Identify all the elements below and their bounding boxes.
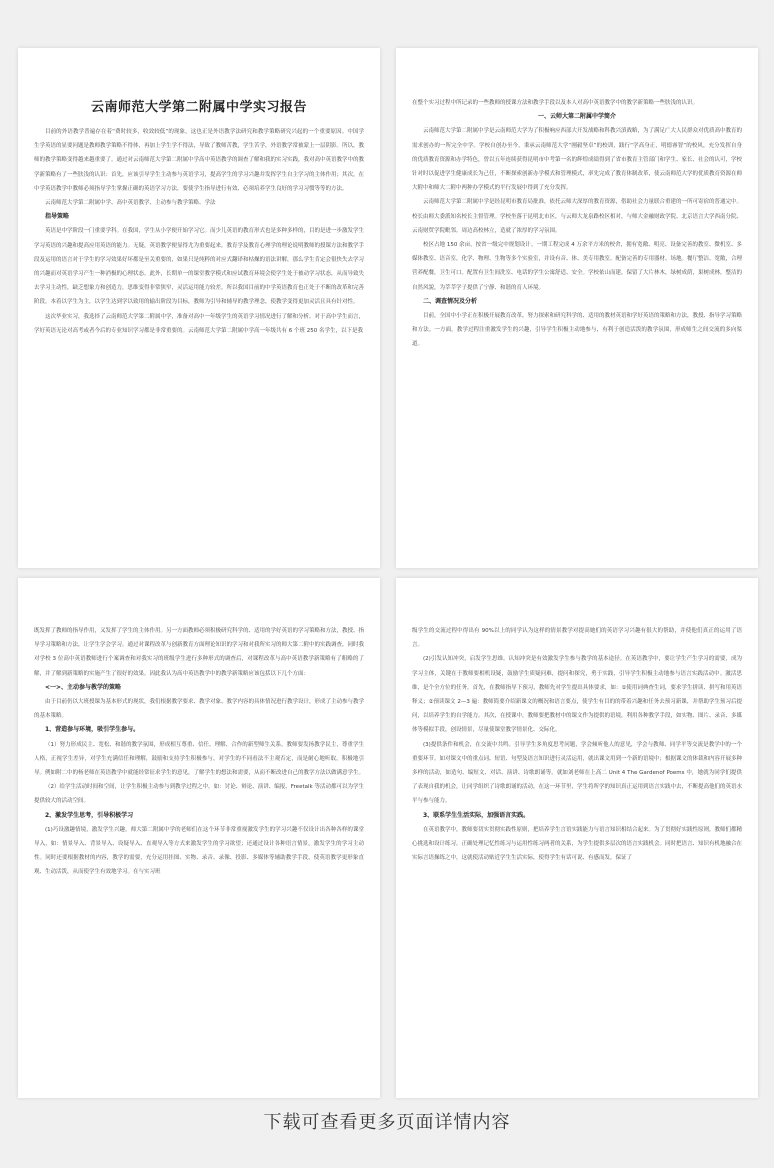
subsection-heading: 2、激发学生思考，引导积极学习 (45, 811, 134, 819)
download-more-link[interactable]: 下载可查看更多页面详情内容 (263, 1112, 511, 1133)
paragraph: （1）努力形成民主、宽松、和谐的教学氛围，形成相互尊重、信任、理解、合作的新型师生关系。教师要发扬教学民主，尊重学生人格，正视学生差异，对学生充满信任和理解，鼓励和支持学生积极参与，对学生的不同看法不主观否定，而是耐心地听取，积极地引导。例如附二中的杨老师在英语教学中就能经常征求学生的意见，了解学生的想法和需要，从而不断改进自己的教学方法以做满意学生。 (34, 741, 365, 777)
document-page-1 (18, 48, 380, 568)
paragraph: 云南师范大学第二附属中学是云南师范大学为了积极响应西部大开发战略和科教兴滇战略，为了满足广大人民群众对优质高中教育的需求创办的一所完全中学。学校自创办至今，秉承云南师范大学“刚毅坚卓”的校训，践行“学高身正，明德睿智”的校风，充分发挥自身的优质教育资源和办学特色，曾以五年连续获得昆明市中考第一名的辉煌成绩得到了省市教育主管部门和学生、家长、社会的认可，学校针对时以促进学生健康成长为己任，不断探索创新办学模式和管理模式，率先完成了教育体制改革，使云南师范大学的优质教育资源在师大附中和师大二附中两种办学模式的平行发展中得到了充分发挥。 (412, 128, 743, 192)
paragraph: (3)提供条件和机会，在交流中共鸣。引导学生多角度思考问题，学会倾听他人的意见，学会与教师、同学平等交流是教学中的一个重要环节。如对课文中的重点词、短语、句型及语言知识进行灵活运用，就出课文用到一个新的语境中；根据课文的体裁和内容开展多种多样的活动，如造句、编短文、对话、演讲、诗歌朗诵等。就如刘老师在上高二 Unit 4 The Gardenof Poems 中，她就为同学们提供了表现自我的机会，让同学组织了诗歌朗诵的活动，在这一环节里，学生将所学的知识真正运用到语言实践中去，不断提高他们的英语水平与参与能力。 (412, 741, 743, 805)
section-heading: 二、调查情况及分析 (423, 297, 478, 305)
paragraph: 云南师范大学第二附属中学是经昆明市教育局批准，依托云师大深厚的教育资源，借助社会力量联合重建的一所可寄宿的普通完中。校长由师大委派知名校长主督管理。学校坐落于昆明北市区，与云师大龙泉路校区相对，与师大金融财政学院、北京语言大学西南分院、云南财贸学院毗邻。周边高校林立，造就了浓厚的学习氛围。 (412, 199, 743, 234)
keywords-paragraph: 云南师范大学第二附属中学、高中英语教学、主动参与教学策略、学法 (45, 200, 216, 207)
subsection-heading: 3、联系学生生活实际，加强语言实践。 (423, 811, 530, 819)
section-heading: <一>、主动参与教学的策略 (45, 683, 122, 691)
paragraph: 这次毕业实习，我选择了云南师范大学第二附属中学，准备对高中一年级学生的英语学习情况进行了解和分析。对于高中学生而言，学好英语无论对高考或者今后的专业知识学习都是非常重要的。云南师范大学第二附属中学高一年级共有 6 个班 250 名学生，以下是我 (34, 313, 365, 334)
section-heading: 一、云师大第二附属中学简介 (537, 113, 616, 121)
paragraph: 在整个实习过程中所记录的一些教师的授课方法和教学手段以及本人对高中英语教学中的教学新策略一些肤浅的认识。 (412, 100, 699, 106)
paragraph: (1)巧设激趣情境，激发学生兴趣。师大第二附属中学的老师们在这个环节非常重视激发学生的学习兴趣不仅设计出各种各样的课堂导入，如：情景导入、背景导入、设疑导入、直观导入等方式来激发学生的学习欲望；还通过设计各种语言情景，激发学生的学习主动性。同时还要根据教材的内容，教学的需要，充分运用挂图、实物、录音、录像、投影、多媒体等辅助教学手段，使英语教学更形象直观、生动活泼，从而使学生有效地学习。在与实习班 (34, 826, 364, 876)
document-page-3 (18, 578, 380, 1098)
section-heading: 指导策略 (45, 213, 70, 221)
document-page-4 (396, 578, 758, 1098)
paragraph: 由于目前仍以大班授课为基本形式的现状，我们根据教学要求、教学对象、教学内容的具体情况进行教学设计，形成了主动参与教学的基本策略。 (34, 699, 365, 720)
paragraph: （2）给学生活动时间和空间，让学生积极主动参与到教学过程之中。如：讨论、辩论、演讲、编报、Freetalk 等活动都可以为学生提供较大的活动空间。 (34, 784, 364, 805)
document-page-2 (396, 48, 758, 568)
subsection-heading: 1、营造参与环境，吸引学生参与。 (45, 726, 140, 734)
paragraph: 既发挥了教师的指导作用，又发挥了学生的主体作用。另一方面教师必须积极研究科学的、适用的学好英语的学习策略和方法，教授、指导学习策略和方法，让学生学会学习。通过对课程改革与创新教育方面理论知识的学习和对我所实习的师大第二附中的实践调查，同时我对学校 3 位高中英语教师进行个案调查和对我实习的班级学生进行多种形式的调查后，对课程改革与高中英语教学新策略有了粗略的了解，并了解到新策略的实施产生了很好的效果。因此我认为高中英语教学中的教学新策略应该包括以下几个方面： (34, 628, 365, 677)
paragraph: (2)引发认知冲突，启发学生思维。认知冲突是有效激发学生参与教学的基本途径。在英语教学中，要让学生产生学习的需要，成为学习主体，关键在于教师要相机设疑，鼓励学生质疑问难，提问和探究，勇于实践，引导学生积极主动地参与语言实践活动中。激活思维，是个全方位的任务。首先，在教师指导下预习，教师先对学生提出具体要求，如：①使用词典查生词，要求学生拼读、拼写和用英语释义；②预读课文 2—3 遍：教师简要介绍新课文的概况和语言要点，使学生有目的的带着兴趣和任务去预习新课，并帮助学生预习后提问，以培养学生的自学能力。其次，在授课中，教师要把教材中的课文作为提供的语境，利用各种教学手段，如实物、图片、录音、多媒体等模拟手段，创设情景，尽量使课堂教学情景化、交际化。 (412, 656, 743, 734)
paragraph: 校区占地 150 余亩，按省一级完中规划设计。一期工程完成 4 万余平方米的校舍，拥有宽敞、明亮、设备完善的教室、微机室、多媒体教室、语音室，化学、物理、生物等多个实验室，并设有音、体、美专用教室。配备完善的专用器材、场地。餐厅整洁、宽敞，合理营养配餐，卫生可口。配置有卫生间洗室、电话的学生公寓舒适、安全。学校依山而建，保留了大片林木，绿树成荫，果树成林，整洁的自然风貌，为莘莘学子提供了宁静、和谐的育人环境。 (412, 242, 743, 291)
report-title: 云南师范大学第二附属中学实习报告 (90, 100, 307, 115)
paragraph: 英语是中学阶段一门重要学科。在我国，学生从小学便开始学习它。而少儿英语的教育形式也是多种多样的，目的是进一步激发学生学习英语的兴趣和提高应用英语的能力。无疑，英语教学便显得尤为重要起来，教育学及教育心理学的理论说明教师的授课方法和教学手段及运用的语言对于学生的学习效果好坏都是至关重要的，如果只是纯粹的对应式翻译和枯燥的语法讲解，那么学生肯定会很快失去学习的兴趣而对英语学习产生一种消极的心理状态。此外，长期单一的课堂教学模式和应试教育环境会使学生处于被动学习状态，从而导致失去学习主动性，缺乏想象力和创造力，思维变得非常狭窄，灵活运用能力较差。所以我国目前的中学英语教育也正处于不断的改革和完善阶段。本着以学生为主，以学生达到学以致用的输出阶段为目标，教师为引导和辅导的教学理念，使教学变得更加灵活且具有针对性。 (34, 228, 365, 306)
paragraph: 目前，全国中小学正在积极开展教育改革，努力探索和研究科学的、适用的教材英语和学好英语的策略和方法，教授、指导学习策略和方法。一方面，教学过程注重激发学生的兴趣，引导学生积极主动地参与，有利于创造活泼的教学氛围，形成师生之间交流的多向渠道。 (412, 313, 743, 348)
paragraph: 目前的外语教学普遍存在着“费时较多，收效较低”的现象，这也正是外语教学法研究和教学策略研究兴起的一个重要原因。中国学生学英语的显要问题是教师教学策略不得体，再加上学生学不得法，导致了教师苦教，学生苦学，外语教学常被蒙上一层阴影。所以，教师的教学策略变得越来越重要了。通过对云南师范大学第二附属中学高中英语教学的调查了解和我的实习实践，我对高中英语教学中的教学新策略有了一些肤浅的认识：首先，应该引导学生主动参与英语学习，提高学生的学习兴趣并发挥学生自主学习的主体作用；其次，在中学英语教学中教师必须指导学生掌握正确的英语学习方法，要使学生指导进行有效、必须培养学生良好的学习习惯等等的方法。 (34, 129, 365, 192)
paragraph: 在英语教学中，教师要切实贯彻实践性原则，把培养学生言语实践能力与语言知识相结合起来。为了贯彻好实践性原则，教师们都精心挑选和设计练习，正确处理记忆性练习与运用性练习两者的关系，为学生提供多层次的语言实践机会。同时把语言、知识有机地融合在实际言语操练之中，这就使活动贴近学生生活实际，使得学生有话可说、有感而发，保证了 (412, 826, 743, 862)
paragraph: 级学生的交流过程中得出有 90%以上的同学认为这样的情景教学对提高她们的英语学习兴趣有很大的帮助，并使他们真正的运用了语言。 (412, 628, 742, 649)
